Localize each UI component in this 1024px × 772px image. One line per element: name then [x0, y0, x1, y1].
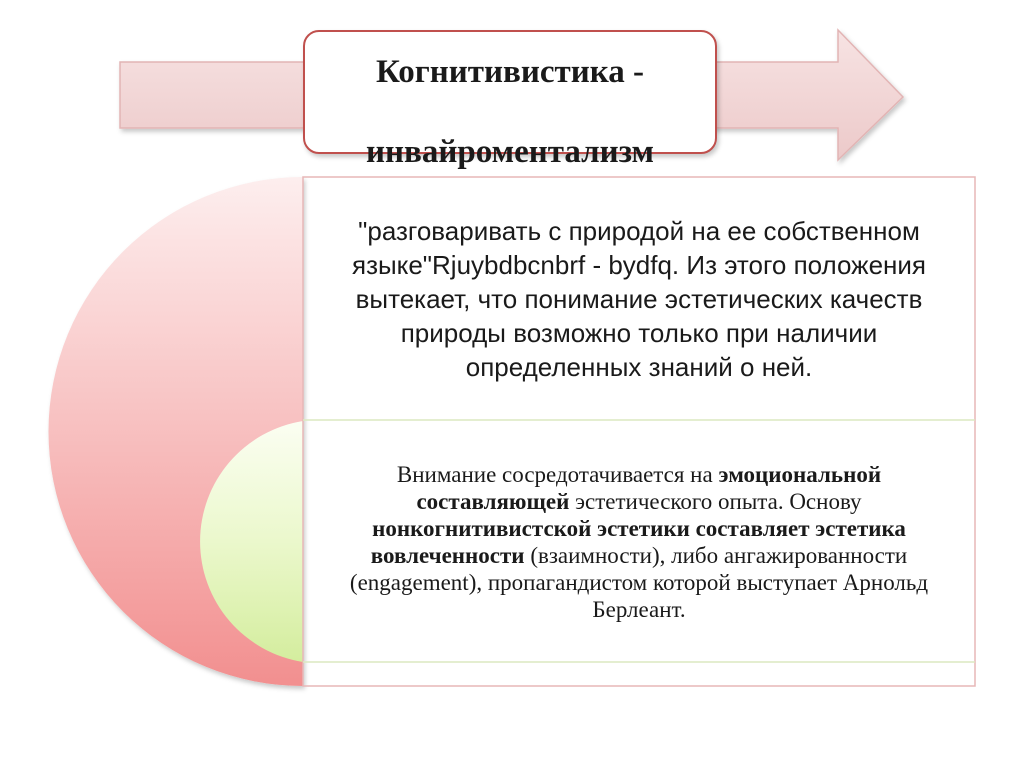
bottom-text-part-3: (взаимности), либо ангажированности (engagement), пропагандистом которой выступает Арнольд Берлеант. — [349, 542, 929, 622]
bottom-text-bold-1: эмоциональной составляющей — [416, 461, 882, 514]
top-text-block — [303, 177, 975, 420]
title-line-2: инвайроментализм — [366, 134, 654, 170]
title-text — [366, 12, 654, 172]
bottom-text-bold-2: нонкогнитивистской эстетики составляет эстетика вовлеченности — [370, 515, 906, 568]
bottom-text-part-2: эстетического опыта. Основу — [569, 488, 862, 514]
title-box — [303, 30, 717, 170]
bottom-block-text — [333, 461, 945, 623]
bottom-text-block — [303, 421, 975, 662]
bottom-text-part-1: Внимание сосредотачивается на — [396, 461, 719, 487]
top-block-text: "разговаривать с природой на ее собственном языке"Rjuybdbcnbrf - bydfq. Из этого положения вытекает, что понимание эстетических качеств природы возможно только при наличии определенных знаний о ней. — [351, 215, 926, 382]
title-line-1: Когнитивистика - — [376, 54, 644, 90]
